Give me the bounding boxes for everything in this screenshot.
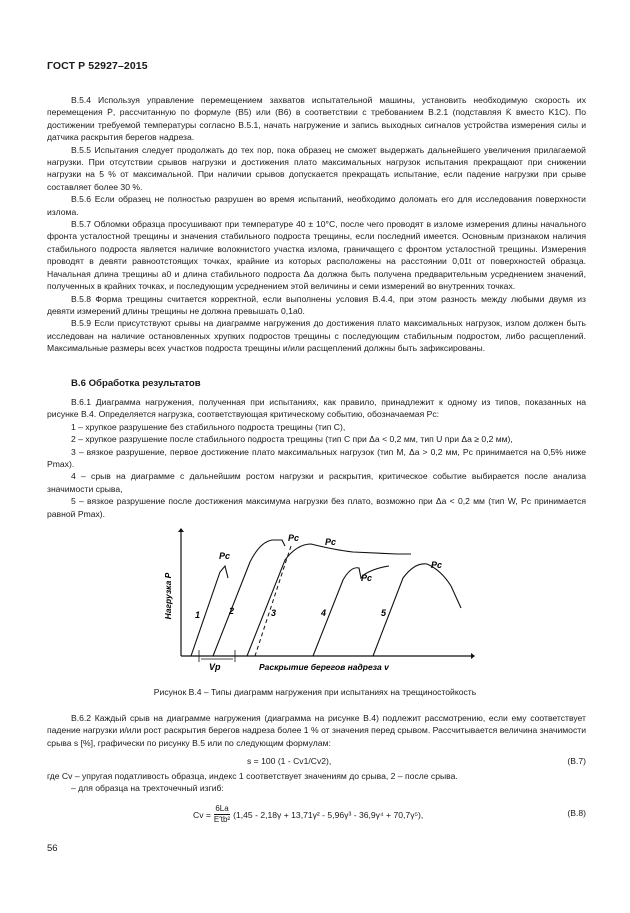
equation-number-b7: (В.7) <box>567 756 586 766</box>
formula-b8-denominator: E′tb² <box>213 815 231 824</box>
list-item-4: 4 – срыв на диаграмме с дальнейшим ростом нагрузки и раскрытия, критическое событие выбирается после анализа значимости срыва, <box>47 471 586 494</box>
paragraph-b5-6: В.5.6 Если образец не полностью разрушен во время испытаний, необходимо доломать его для исследования поверхности излома. <box>47 194 586 217</box>
equation-number-b8: (В.8) <box>567 808 586 818</box>
load-diagram-figure <box>163 528 475 678</box>
paragraph-b5-8: В.5.8 Форма трещины считается корректной, если выполнены условия В.4.4, при этом разность между любыми двумя из девяти измерений длины трещины не должна превышать 0,1a0. <box>47 293 586 316</box>
pc-label-5: Pc <box>431 560 443 570</box>
y-axis-label: Нагрузка P <box>163 572 173 620</box>
paragraph-b6-1: В.6.1 Диаграмма нагружения, полученная при испытаниях, как правило, принадлежит к одному из типов, показанных на рисунке В.4. Определяется нагрузка, соответствующая критическому событию, обозначаемая Pc: <box>47 397 586 420</box>
section-b6-2-text <box>47 712 586 749</box>
y-axis-arrow <box>178 528 184 532</box>
formula-b8-rhs: (1,45 - 2,18γ + 13,71γ² - 5,96γ³ - 36,9γ⁴ + 70,7γ⁵), <box>233 809 424 820</box>
pc-label-1: Pc <box>219 551 231 561</box>
unloading-dashed-line <box>255 546 291 656</box>
vp-label: Vp <box>209 662 221 672</box>
three-point-text: – для образца на трехточечный изгиб: <box>71 783 224 794</box>
curve-label-3: 3 <box>271 608 277 618</box>
document-header: ГОСТ Р 52927–2015 <box>47 60 148 72</box>
figure-caption: Рисунок В.4 – Типы диаграмм нагружения при испытаниях на трещиностойкость <box>153 687 477 697</box>
list-item-2: 2 – хрупкое разрушение после стабильного подроста трещины (тип С при Δa < 0,2 мм, тип U при Δa ≥ 0,2 мм), <box>71 434 513 445</box>
x-axis-label: Раскрытие берегов надреза v <box>259 662 389 672</box>
curve-label-4: 4 <box>321 608 327 618</box>
pc-label-2: Pc <box>288 533 300 543</box>
formula-b8-lhs: Cv = <box>193 809 211 820</box>
paragraph-b5-4: В.5.4 Используя управление перемещением захватов испытательной машины, установить необходимую скорость их перемещения Ṗ, рассчитанную по формуле (В5) или (В6) в соответствии с требованием В.2.1 (подставляя K̇ вместо K1C). По достижении требуемой температуры согласно В.5.1, начать нагружение и запись выходных сигналов устройства измерения силы и датчика раскрытия берегов надреза. <box>47 95 586 143</box>
paragraph-b6-2: В.6.2 Каждый срыв на диаграмме нагружения (диаграмма на рисунке В.4) подлежит рассмотрению, если ему соответствует падение нагрузки и/или рост раскрытия берегов надреза более 1 % от значения перед срывом. Рассчитывается величина значимости срыва s [%], графически по рисунку В.5 или по следующим формулам: <box>47 713 586 748</box>
page-number: 56 <box>47 843 58 854</box>
curve-3 <box>247 544 411 656</box>
curve-label-2: 2 <box>229 606 235 616</box>
paragraph-b5-5: В.5.5 Испытания следует продолжать до тех пор, пока образец не сможет выдержать дальнейшего увеличения прилагаемой нагрузки. При отсутствии срывов нагрузки и достижения плато максимальных нагрузок испытания прекращают при снижении нагрузки на 5 % от максимальной. При наличии срывов допускается прекращать испытание, если падение нагрузки при срыве составляет более 30 %. <box>47 144 586 192</box>
curve-label-1: 1 <box>195 610 201 620</box>
paragraph-b5-7: В.5.7 Обломки образца просушивают при температуре 40 ± 10°С, после чего проводят в изломе измерения длины начального фронта усталостной трещины и значения стабильного подроста трещины, если последний имеется. Основным признаком наличия стабильного подроста является наличие волокнистого участка излома, граничащего с фронтом усталостной трещины. Измерения проводят в девяти равноотстоящих точках, крайние из которых расположены на расстоянии 0,01t от поверхностей образца. Начальная длина трещины a0 и длина стабильного подроста Δa должна быть получена предварительным усреднением значений, полученных в крайних точках, и последующим усреднением этой величины и семи измерений во внутренних точках. <box>47 219 586 292</box>
section-b5-text <box>47 94 586 355</box>
list-item-1: 1 – хрупкое разрушение без стабильного подроста трещины (тип С), <box>71 421 346 432</box>
curve-5 <box>373 564 461 656</box>
curve-label-5: 5 <box>381 608 387 618</box>
pc-label-3: Pc <box>325 537 337 547</box>
where-text: где Cv – упругая податливость образца, индекс 1 соответствует значениям до срыва, 2 – после срыва. <box>47 771 458 781</box>
x-axis-arrow <box>471 653 475 659</box>
formula-b8-numerator: 6La <box>215 804 229 813</box>
formula-b7: s = 100 (1 - Cv1/Cv2), <box>247 756 332 766</box>
section-b6-1-text <box>47 396 586 520</box>
formula-b8-fraction <box>214 804 230 825</box>
list-item-3: 3 – вязкое разрушение, первое достижение плато максимальных нагрузок (тип М, Δa > 0,2 мм, Pc принимается на 0,5% ниже Pmax). <box>47 446 586 470</box>
formula-explanation <box>47 770 586 795</box>
section-title-b6: В.6 Обработка результатов <box>71 378 201 389</box>
pc-label-4: Pc <box>361 573 373 583</box>
paragraph-b5-9: В.5.9 Если присутствуют срывы на диаграмме нагружения до достижения плато максимальных нагрузок, излом должен быть исследован на наличие остановленных хрупких подростов трещины с последующим стабильным подростом, либо расщеплений. Максимальные размеры всех участков подроста трещины и/или расщеплений должны быть зафиксированы. <box>47 318 586 354</box>
formula-b8 <box>193 804 423 825</box>
list-item-5: 5 – вязкое разрушение после достижения максимума нагрузки без плато, возможно при Δa < 0,2 мм (тип W, Pc принимается равной Pmax). <box>47 496 586 519</box>
